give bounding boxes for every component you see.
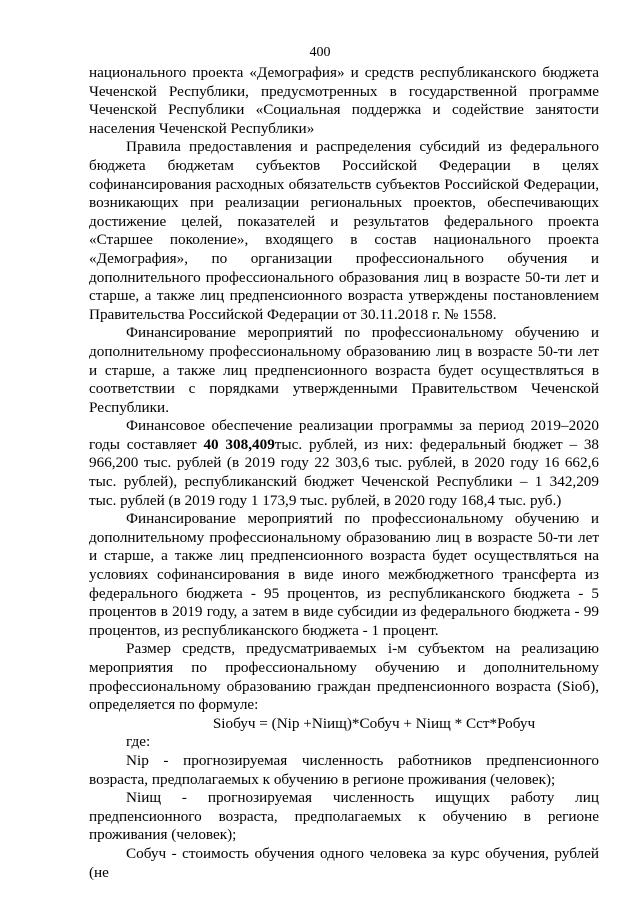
paragraph-financial-provision xyxy=(89,417,599,510)
paragraph-continuation: национального проекта «Демография» и средств республиканского бюджета Чеченской Республики, предусмотренных в государственной программе Чеченской Республики «Социальная поддержка и содействие занятости населения Чеченской Республики» xyxy=(89,64,599,137)
paragraph-subsidy-rules: Правила предоставления и распределения субсидий из федерального бюджета бюджетам субъектов Российской Федерации в целях софинансирования расходных обязательств субъектов Российской Федерации, возникающих при реализации региональных проектов, обеспечивающих достижение целей, показателей и результатов федерального проекта «Старшее поколение», входящего в состав национального проекта «Демография», по организации профессионального обучения и дополнительного профессионального образования лиц в возрасте 50-ти лет и старше, а также лиц предпенсионного возраста утверждены постановлением Правительства Российской Федерации от 30.11.2018 г. № 1558. xyxy=(89,138,599,323)
financial-text-start: Финансовое обеспечение реализации программы за период 2019–2020 годы составляет xyxy=(89,417,599,453)
paragraph-cofinancing: Финансирование мероприятий по профессиональному обучению и дополнительному профессиональному образованию лиц в возрасте 50-ти лет и старше, а также лиц предпенсионного возраста будет осуществляться на условиях софинансирования в виде иного межбюджетного трансферта из федерального бюджета - 95 процентов, из республиканского бюджета - 5 процентов в 2019 году, а затем в виде субсидии из федерального бюджета - 99 процентов, из республиканского бюджета - 1 процент. xyxy=(89,510,599,639)
paragraph-funds-size: Размер средств, предусматриваемых i-м субъектом на реализацию мероприятия по профессиональному обучению и дополнительному профессиональному образованию граждан предпенсионного возраста (Siоб), определяется по формуле: xyxy=(89,640,599,714)
where-label: где: xyxy=(126,733,151,751)
paragraph-financing-procedure: Финансирование мероприятий по профессиональному обучению и дополнительному профессиональному образованию лиц в возрасте 50-ти лет и старше, а также лиц предпенсионного возраста будет осуществляться в соответствии с порядками утвержденными Правительством Чеченской Республики. xyxy=(89,324,599,416)
total-amount: 40 308,409 xyxy=(203,435,275,453)
financial-text-end: тыс. рублей, из них: федеральный бюджет – 38 966,200 тыс. рублей (в 2019 году 22 303,6 тыс. рублей, в 2020 году 16 662,6 тыс. рублей), республиканский бюджет Чеченской Республики – 1 342,209 тыс. рублей (в 2019 году 1 173,9 тыс. рублей, в 2020 году 168,4 тыс. руб.) xyxy=(89,435,600,509)
definition-nip: Nip - прогнозируемая численность работников предпенсионного возраста, предполагаемых к обучению в регионе проживания (человек); xyxy=(89,751,599,788)
definition-sobuch: Собуч - стоимость обучения одного человека за курс обучения, рублей (не xyxy=(89,844,599,881)
definition-niisch: Niищ - прогнозируемая численность ищущих работу лиц предпенсионного возраста, предполагаемых к обучению в регионе проживания (человек); xyxy=(89,789,599,844)
document-body xyxy=(89,64,599,882)
page-number: 400 xyxy=(309,45,331,60)
formula: Siобуч = (Nip +Niищ)*Собуч + Niищ * Cст*Робуч xyxy=(212,714,536,732)
